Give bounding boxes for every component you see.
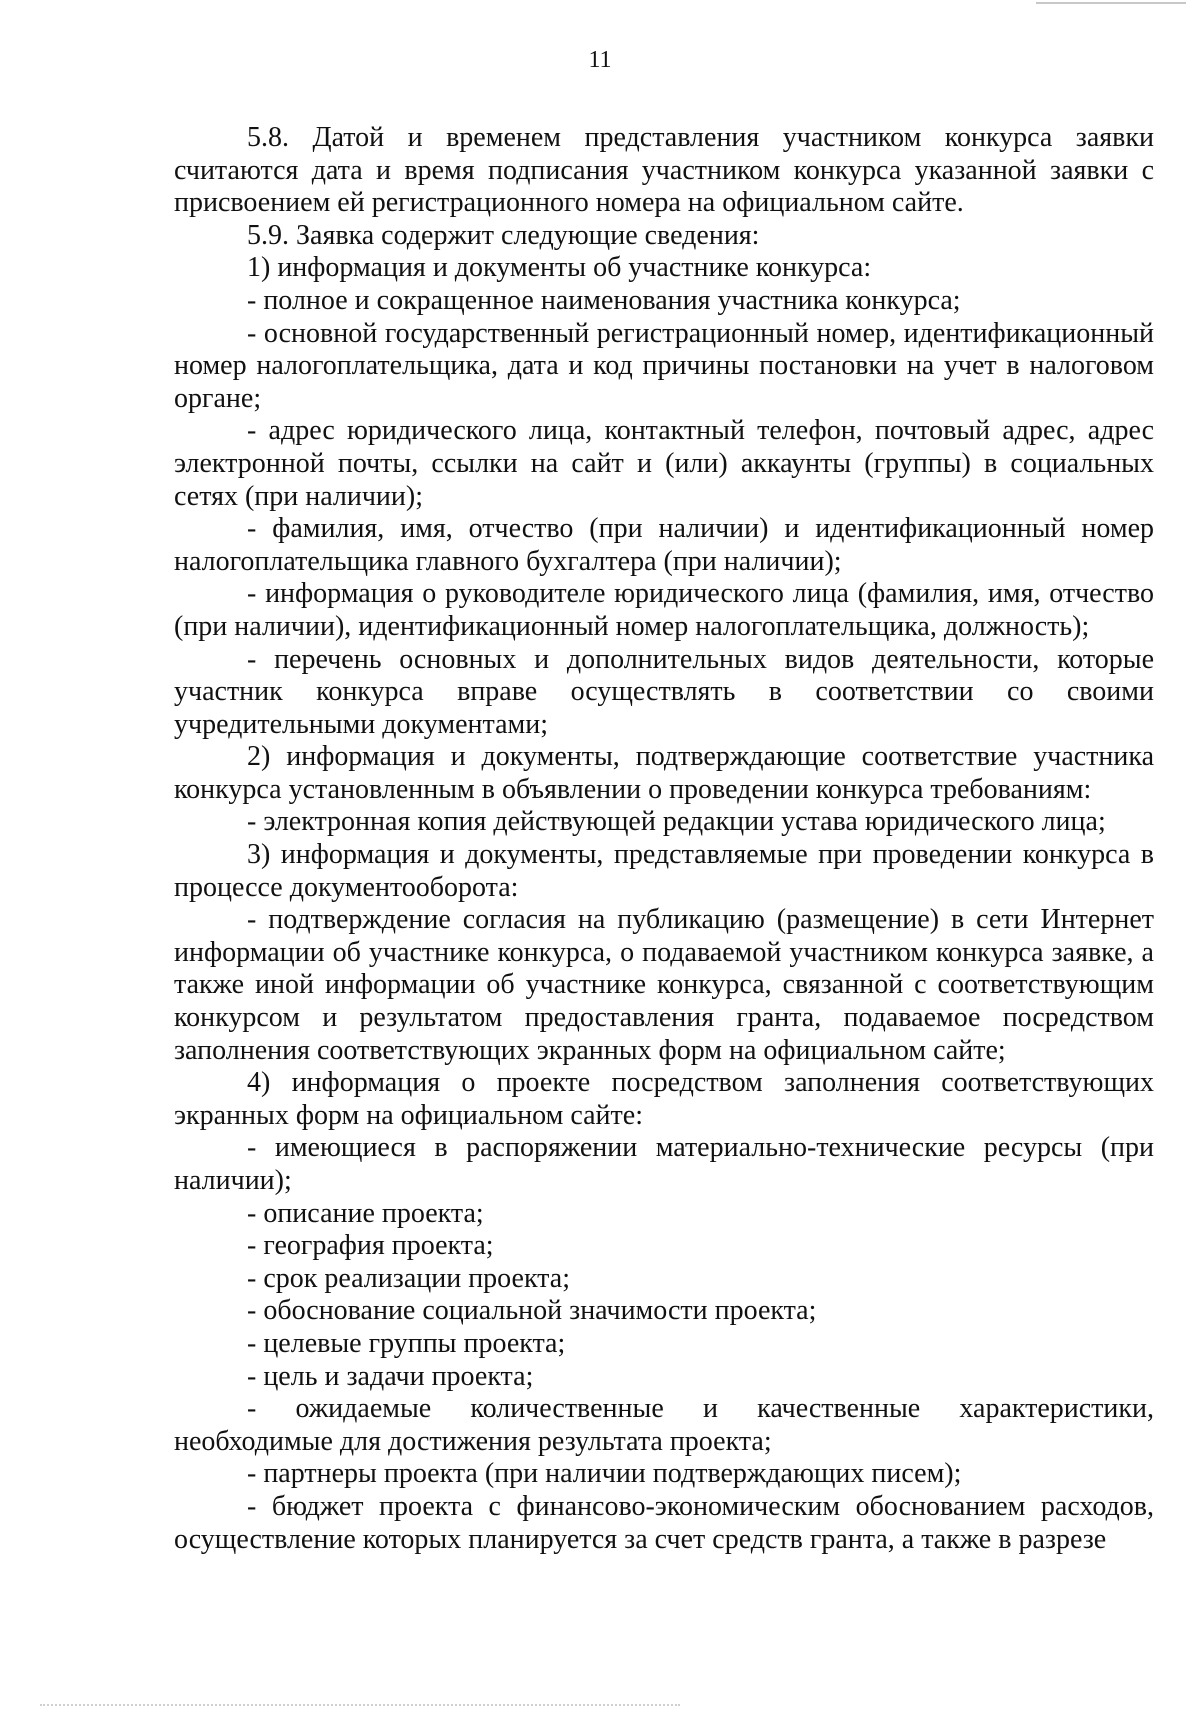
list-item-head-info: - информация о руководителе юридического лица (фамилия, имя, отчество (при наличии), идентификационный номер налогоплательщика, должность); — [174, 578, 1154, 642]
list-item-partners: - партнеры проекта (при наличии подтверждающих писем); — [247, 1458, 962, 1490]
list-item-goals-tasks: - цель и задачи проекта; — [247, 1360, 534, 1392]
list-item-charter-copy: - электронная копия действующей редакции устава юридического лица; — [247, 806, 1106, 838]
list-item-chief-accountant: - фамилия, имя, отчество (при наличии) и идентификационный номер налогоплательщика главного бухгалтера (при наличии); — [174, 513, 1154, 577]
list-item-project-geography: - география проекта; — [247, 1230, 494, 1262]
list-item-activities: - перечень основных и дополнительных видов деятельности, которые участник конкурса вправе осуществлять в соответствии со своими учредительными документами; — [174, 643, 1154, 740]
paragraph-5-8: 5.8. Датой и временем представления участником конкурса заявки считаются дата и время подписания участником конкурса указанной заявки с присвоением ей регистрационного номера на официальном сайте. — [174, 122, 1154, 219]
list-item-project-term: - срок реализации проекта; — [247, 1262, 570, 1294]
list-item-budget: - бюджет проекта с финансово-экономическим обоснованием расходов, осуществление которых планируется за счет средств гранта, а также в разрезе — [174, 1490, 1154, 1555]
list-item-4-heading: 4) информация о проекте посредством заполнения соответствующих экранных форм на официальном сайте: — [174, 1067, 1154, 1131]
list-item-contacts: - адрес юридического лица, контактный телефон, почтовый адрес, адрес электронной почты, ссылки на сайт и (или) аккаунты (группы) в социальных сетях (при наличии); — [174, 415, 1154, 512]
paragraph-5-9: 5.9. Заявка содержит следующие сведения: — [247, 219, 760, 251]
list-item-resources: - имеющиеся в распоряжении материально-технические ресурсы (при наличии); — [174, 1132, 1154, 1196]
scan-edge-bottom-mark — [40, 1704, 680, 1706]
document-body — [174, 122, 1154, 1556]
list-item-project-description: - описание проекта; — [247, 1197, 484, 1229]
list-item-social-significance: - обоснование социальной значимости проекта; — [247, 1295, 817, 1327]
list-item-registration-numbers: - основной государственный регистрационный номер, идентификационный номер налогоплательщика, дата и код причины постановки на учет в налоговом органе; — [174, 317, 1154, 414]
list-item-target-groups: - целевые группы проекта; — [247, 1327, 566, 1359]
list-item-1-heading: 1) информация и документы об участнике конкурса: — [247, 252, 872, 284]
list-item-participant-name: - полное и сокращенное наименования участника конкурса; — [247, 284, 961, 316]
list-item-expected-results: - ожидаемые количественные и качественные характеристики, необходимые для достижения результата проекта; — [174, 1393, 1154, 1457]
page-number: 11 — [588, 47, 612, 73]
list-item-2-heading: 2) информация и документы, подтверждающие соответствие участника конкурса установленным в объявлении о проведении конкурса требованиям: — [174, 741, 1154, 805]
list-item-3-heading: 3) информация и документы, представляемые при проведении конкурса в процессе документооборота: — [174, 839, 1154, 903]
list-item-publication-consent: - подтверждение согласия на публикацию (размещение) в сети Интернет информации об участнике конкурса, о подаваемой участником конкурса заявке, а также иной информации об участнике конкурса, связанной с соответствующим конкурсом и результатом предоставления гранта, подаваемое посредством заполнения соответствующих экранных форм на официальном сайте; — [174, 904, 1154, 1066]
scan-edge-top-mark — [1036, 2, 1186, 4]
